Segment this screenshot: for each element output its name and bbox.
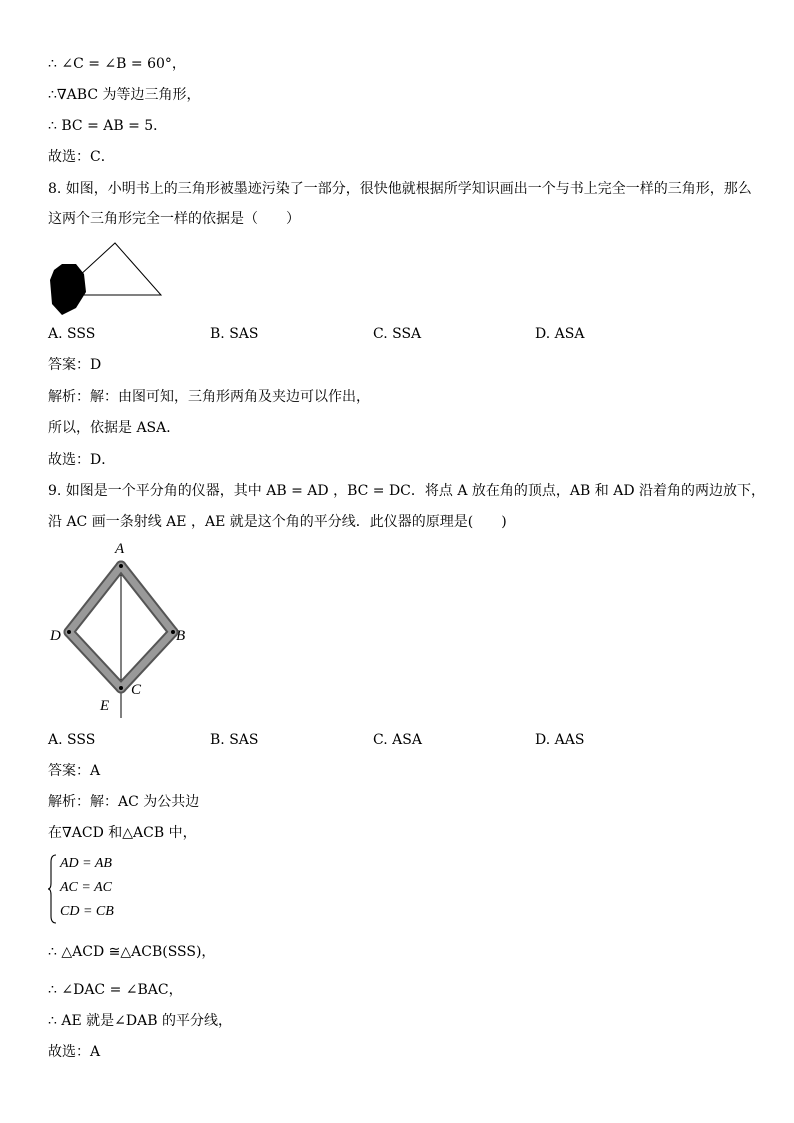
q8-stem-line2: 这两个三角形完全一样的依据是（ ） — [48, 211, 300, 227]
q8-option-c[interactable]: C. SSA — [373, 326, 422, 342]
q9-label-b: B — [176, 628, 186, 644]
prev-line-equilateral: ∴∇ABC 为等边三角形， — [48, 87, 201, 103]
q9-pivot-a — [119, 564, 123, 568]
q9-pivot-d — [67, 630, 71, 634]
q9-pivot-c — [119, 686, 123, 690]
q9-analysis-line2: 在∇ACD 和△ACB 中， — [48, 825, 197, 841]
q9-analysis-line1: 解析：解：AC 为公共边 — [48, 794, 200, 810]
q9-system-eq2: AC = AC — [60, 880, 112, 895]
q9-system-eq3: CD = CB — [60, 904, 114, 919]
q8-analysis-line2: 所以，依据是 ASA． — [48, 420, 181, 436]
q8-answer: 答案：D — [48, 357, 102, 373]
prev-line-side: ∴ BC = AB = 5． — [48, 118, 168, 134]
q9-label-c: C — [131, 682, 142, 698]
q9-left-brace — [48, 854, 58, 924]
q9-label-e: E — [100, 698, 110, 714]
q8-option-b[interactable]: B. SAS — [210, 326, 259, 342]
q9-option-a[interactable]: A. SSS — [48, 732, 96, 748]
q9-angle-bisector-instrument-figure — [44, 536, 204, 722]
prev-line-choose: 故选：C． — [48, 149, 115, 165]
q8-stained-triangle-figure — [46, 238, 166, 318]
q8-stem-line1: 8. 如图，小明书上的三角形被墨迹污染了一部分，很快他就根据所学知识画出一个与书上完全一样的三角形，那么 — [48, 181, 752, 197]
q9-stem-line1: 9. 如图是一个平分角的仪器，其中 AB = AD ，BC = DC．将点 A 放在角的顶点，AB 和 AD 沿着角的两边放下， — [48, 483, 765, 499]
q9-option-c[interactable]: C. ASA — [373, 732, 422, 748]
q8-ink-stain — [50, 264, 86, 315]
q9-option-b[interactable]: B. SAS — [210, 732, 259, 748]
q9-answer: 答案：A — [48, 763, 101, 779]
q9-conclusion-line2: ∴ ∠DAC = ∠BAC， — [48, 982, 183, 998]
q9-label-d: D — [50, 628, 61, 644]
q9-stem-line2: 沿 AC 画一条射线 AE ，AE 就是这个角的平分线．此仪器的原理是( ) — [48, 514, 507, 530]
q9-conclusion-line1: ∴ △ACD ≅△ACB(SSS)， — [48, 944, 216, 960]
q9-system-eq1: AD = AB — [60, 856, 112, 871]
q9-conclusion-line3: ∴ AE 就是∠DAB 的平分线， — [48, 1013, 232, 1029]
q8-analysis-line1: 解析：解：由图可知，三角形两角及夹边可以作出， — [48, 389, 370, 405]
q8-option-d[interactable]: D. ASA — [535, 326, 585, 342]
q9-choose: 故选：A — [48, 1044, 101, 1060]
q8-option-a[interactable]: A. SSS — [48, 326, 96, 342]
q9-pivot-b — [171, 630, 175, 634]
q8-choose: 故选：D． — [48, 452, 116, 468]
prev-line-angle: ∴ ∠C = ∠B = 60°， — [48, 56, 186, 72]
q9-option-d[interactable]: D. AAS — [535, 732, 585, 748]
q9-label-a: A — [115, 541, 125, 557]
